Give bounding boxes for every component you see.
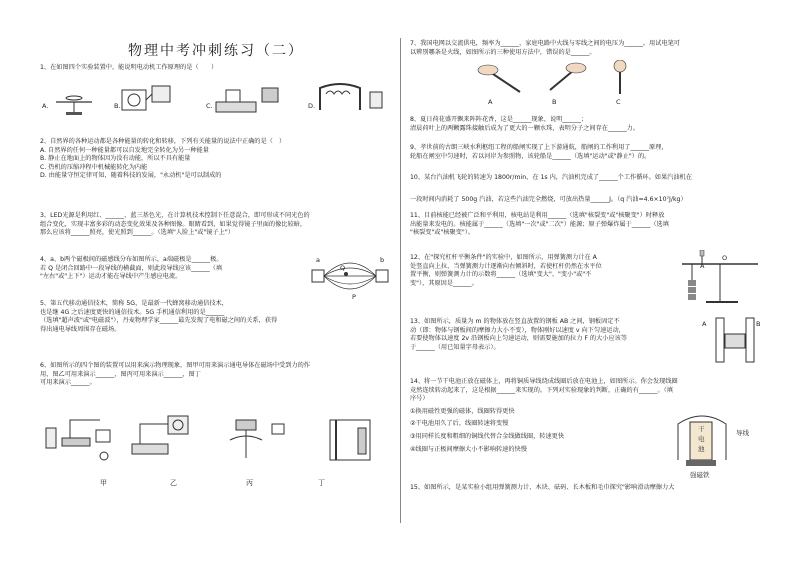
q12-lever-figure (678, 250, 762, 306)
q6-caption-ding: 丁 (318, 479, 325, 487)
fig-d-coil (320, 84, 382, 110)
q2-text: 2、自然界的各种运动都是各种能量的转化和转移，下列有关能量的说法中正确的是（ ） A. 自然界的任何一种能量都可以自发地完全转化为另一种能量 B. 静止在地面上的物体因为没有动能，所以不具有能量 C. 热机的压缩冲程中机械能转化为内能 D. 由能量守恒定律可知，随着科技的发展，"永动机"是可以制成的 (40, 138, 286, 180)
q15-text: 15、如图所示，是某实验小组用弹簧测力计、木块、砝码、长木板和毛巾探究"影响滑动摩擦力大 (410, 484, 675, 491)
q12-text: 12、在"探究杠杆平衡条件"的实验中，如图所示，用弹簧测力计在 A 处竖直向上拉，当弹簧测力计逐渐向右倾斜时，若使杠杆仍然在水平位 置平衡，则弹簧测力计的示数将______（选填"变大"、"变小"或"不 变"），其原因是______。 (410, 254, 602, 287)
q6-caption-jia: 甲 (100, 479, 107, 487)
q1-label-c: C. (206, 102, 213, 110)
q4-label-b: b (380, 256, 385, 264)
q14-label-gan: 干 (698, 425, 705, 433)
q5-text: 5、第五代移动通信技术，简称 5G，是最新一代蜂窝移动通信技术， 也是继 4G 之后速度更快的通信技术。5G 手机通信利用的是______ （选填"超声波"或"电磁波"），丹麦物理学家______最先发现了电和磁之间的关系，获得 得出通电导线周围存在磁场。 (40, 300, 278, 333)
q14-label-magnet: 强磁铁 (690, 471, 710, 479)
q11-text: 11、目前核能已经被广泛和平利用，核电站是利用______（选填"核裂变"或"核聚变"）时释放 出能量来发电的。核能属于______（选填"一次"或"二次"）能源；原子弹爆炸属于______（选填 "核裂变"或"核聚变"）。 (410, 212, 669, 237)
fig-a-compass (56, 96, 92, 115)
q7-test-pen-figure (470, 60, 650, 104)
q14-label-dian: 电 (698, 435, 705, 443)
q1-label-d: D. (308, 102, 316, 110)
q13-text: 13、如图所示，质量为 m 的物体放在竖直放置的钢板 AB 之间，钢板固定不 动（即：物体与钢板间的摩擦力大小不变），物体刚好以速度 v 向下匀速运动， 若要使物体以速度 2v 沿钢板向上匀速运动，则需要施加的拉力 F 的大小应该等 于______（用已知量字母表示）。 (410, 318, 628, 351)
q7-text: 7、我国电网以交流供电，频率为______，家庭电路中火线与零线之间的电压为______。用试电笔可 以辨别哪条是火线，如图所示的三种使用方法中，错误的是______。 (410, 40, 680, 56)
q1-label-a: A. (42, 102, 49, 110)
q13-label-a: A (702, 320, 707, 328)
q7-label-b: B (552, 98, 557, 106)
q6-caption-yi: 乙 (170, 479, 177, 487)
q4-text: 4、a、b两个磁极间的磁感线分布如图所示，a端磁极是______极。 若 Q 是闭合回路中一段导线的横截面，则此段导线应该______（填 "左右"或"上下"）运动才能在导线中产生感应电流。 (40, 256, 223, 281)
column-divider (400, 38, 401, 523)
q8-text: 8、夏日荷花盛开飘来阵阵花香，这是______现象，说明______； 清晨荷叶上的两颗露珠接触后成为了更大的一颗水珠，表明分子之间存在______力。 (410, 116, 639, 132)
fig-b-generator (122, 86, 170, 110)
q9-text: 9、孝世前的古朗三峡水利枢纽工程的船闸实现了上下游通航，船闸的工作利用了______原理， 轮船在闸室中匀速时，若以河岸为参照物，该轮船是______（选填"运动"或"静止"）的。 (410, 144, 668, 160)
q4-label-p: P (352, 293, 356, 301)
q10-text: 10、某台汽油机飞轮的转速为 1800r/min，在 1s 内，汽油机完成了______个工作循环。如果汽油机在 一段时间内消耗了 500g 汽油，若这些汽油完全燃烧，可放出热量______J。（q 汽油=4.6×10⁷J/kg） (410, 174, 692, 203)
fig-c-motor (216, 88, 278, 112)
fig-yi (132, 416, 188, 454)
q1-label-b: B. (114, 102, 121, 110)
q7-label-c: C (616, 98, 621, 106)
q12-label-o: O (722, 254, 728, 262)
fig-ding (330, 420, 370, 460)
q12-label-a: A (700, 262, 705, 270)
q4-label-a: a (316, 256, 320, 264)
q1-text: 1、在如图四个实验装置中，能说明电动机工作原理的是（ ） (40, 64, 218, 71)
q6-text: 6、如图所示的四个图的装置可以用来演示物理现象，图甲可用来演示通电导体在磁场中受到力的作 用，图乙可用来演示______，图丙可用来演示______，图丁 可用来演示______。 (40, 362, 310, 387)
q3-text: 3、LED光源是利用红、______、蓝三基色光，在计算机技术控制下任意混合，即可形成不同光色的 组合变化，实现丰富多彩的动态变化效果及各种图像。眼睛看到，如果觉得镜子里面的像比较暗， 那么应该将______照亮，使光照到______。（选填"人脸上"或"镜子上"） (40, 212, 310, 237)
page-title: 物理中考冲刺练习（二） (128, 43, 304, 59)
q4-label-q: Q (340, 264, 346, 272)
q6-figures (40, 410, 392, 476)
q1-figures (40, 80, 392, 118)
q14-label-wire: 导线 (736, 429, 749, 437)
q14-text: 14、将一节干电池正放在磁体上，再将铜质导线绕成线圈后放在电池上，如图所示。你会发现线圈 竟然连续转动起来了，这是根据______来实现的。下列对实验现象的判断，正确的有______。（填 序号） ①换用磁性更强的磁体，线圈转得更快 ②干电池用久了后，线圈转速将变慢 ③用同样长度和粗细的铜线代替合金线做线圈，转速更快 ④线圈与正极间摩擦大小不影响转速的快慢 (410, 378, 678, 453)
q7-label-a: A (488, 98, 493, 106)
q6-caption-bing: 丙 (246, 479, 253, 487)
fig-bing (230, 420, 284, 458)
fig-jia (46, 420, 110, 460)
q14-label-chi: 池 (698, 445, 705, 453)
q13-label-b: B (756, 320, 761, 328)
q13-plates-figure (710, 316, 760, 366)
